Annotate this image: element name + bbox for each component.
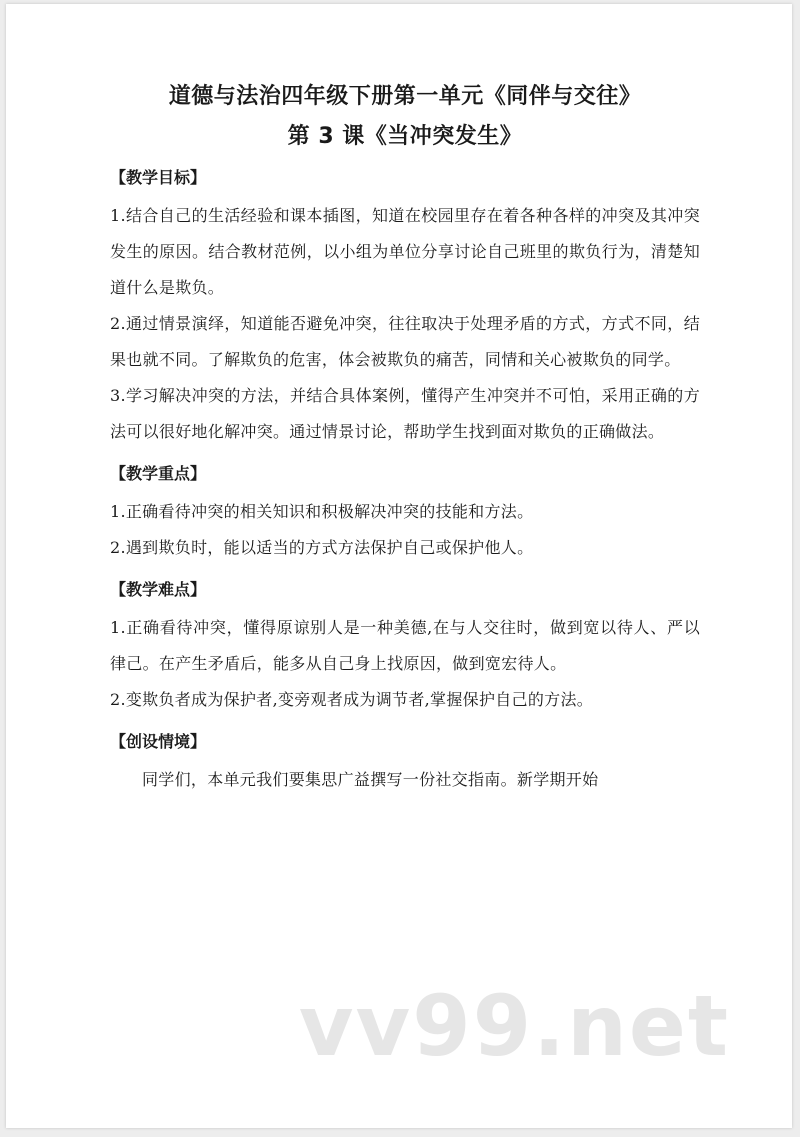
section-heading-scenario: 【创设情境】	[110, 732, 207, 751]
scenario-text: 同学们，本单元我们要集思广益撰写一份社交指南。新学期开始	[142, 770, 599, 789]
section-objectives	[110, 166, 700, 450]
document-content	[110, 80, 700, 800]
key-point-item-2: 2.遇到欺负时，能以适当的方式方法保护自己或保护他人。	[110, 538, 534, 557]
section-difficulties	[110, 578, 700, 718]
document-title: 道德与法治四年级下册第一单元《同伴与交往》	[168, 84, 642, 109]
lesson-title: 第 3 课《当冲突发生》	[287, 124, 523, 149]
section-scenario	[110, 730, 700, 798]
section-heading-key-points: 【教学重点】	[110, 464, 207, 483]
objective-item-2: 2.通过情景演绎，知道能否避免冲突，往往取决于处理矛盾的方式，方式不同，结果也就不同。了解欺负的危害，体会被欺负的痛苦，同情和关心被欺负的同学。	[110, 314, 700, 369]
watermark-text: vv99.net	[298, 977, 730, 1075]
difficulty-item-1: 1.正确看待冲突，懂得原谅别人是一种美德,在与人交往时，做到宽以待人、严以律己。在产生矛盾后，能多从自己身上找原因，做到宽宏待人。	[110, 618, 700, 673]
difficulty-item-2: 2.变欺负者成为保护者,变旁观者成为调节者,掌握保护自己的方法。	[110, 690, 594, 709]
key-point-item-1: 1.正确看待冲突的相关知识和积极解决冲突的技能和方法。	[110, 502, 534, 521]
section-key-points	[110, 462, 700, 566]
section-heading-difficulties: 【教学难点】	[110, 580, 207, 599]
objective-item-1: 1.结合自己的生活经验和课本插图，知道在校园里存在着各种各样的冲突及其冲突发生的原因。结合教材范例，以小组为单位分享讨论自己班里的欺负行为，清楚知道什么是欺负。	[110, 206, 700, 297]
objective-item-3: 3.学习解决冲突的方法，并结合具体案例，懂得产生冲突并不可怕，采用正确的方法可以很好地化解冲突。通过情景讨论，帮助学生找到面对欺负的正确做法。	[110, 386, 700, 441]
document-page	[6, 4, 792, 1128]
section-heading-objectives: 【教学目标】	[110, 168, 207, 187]
